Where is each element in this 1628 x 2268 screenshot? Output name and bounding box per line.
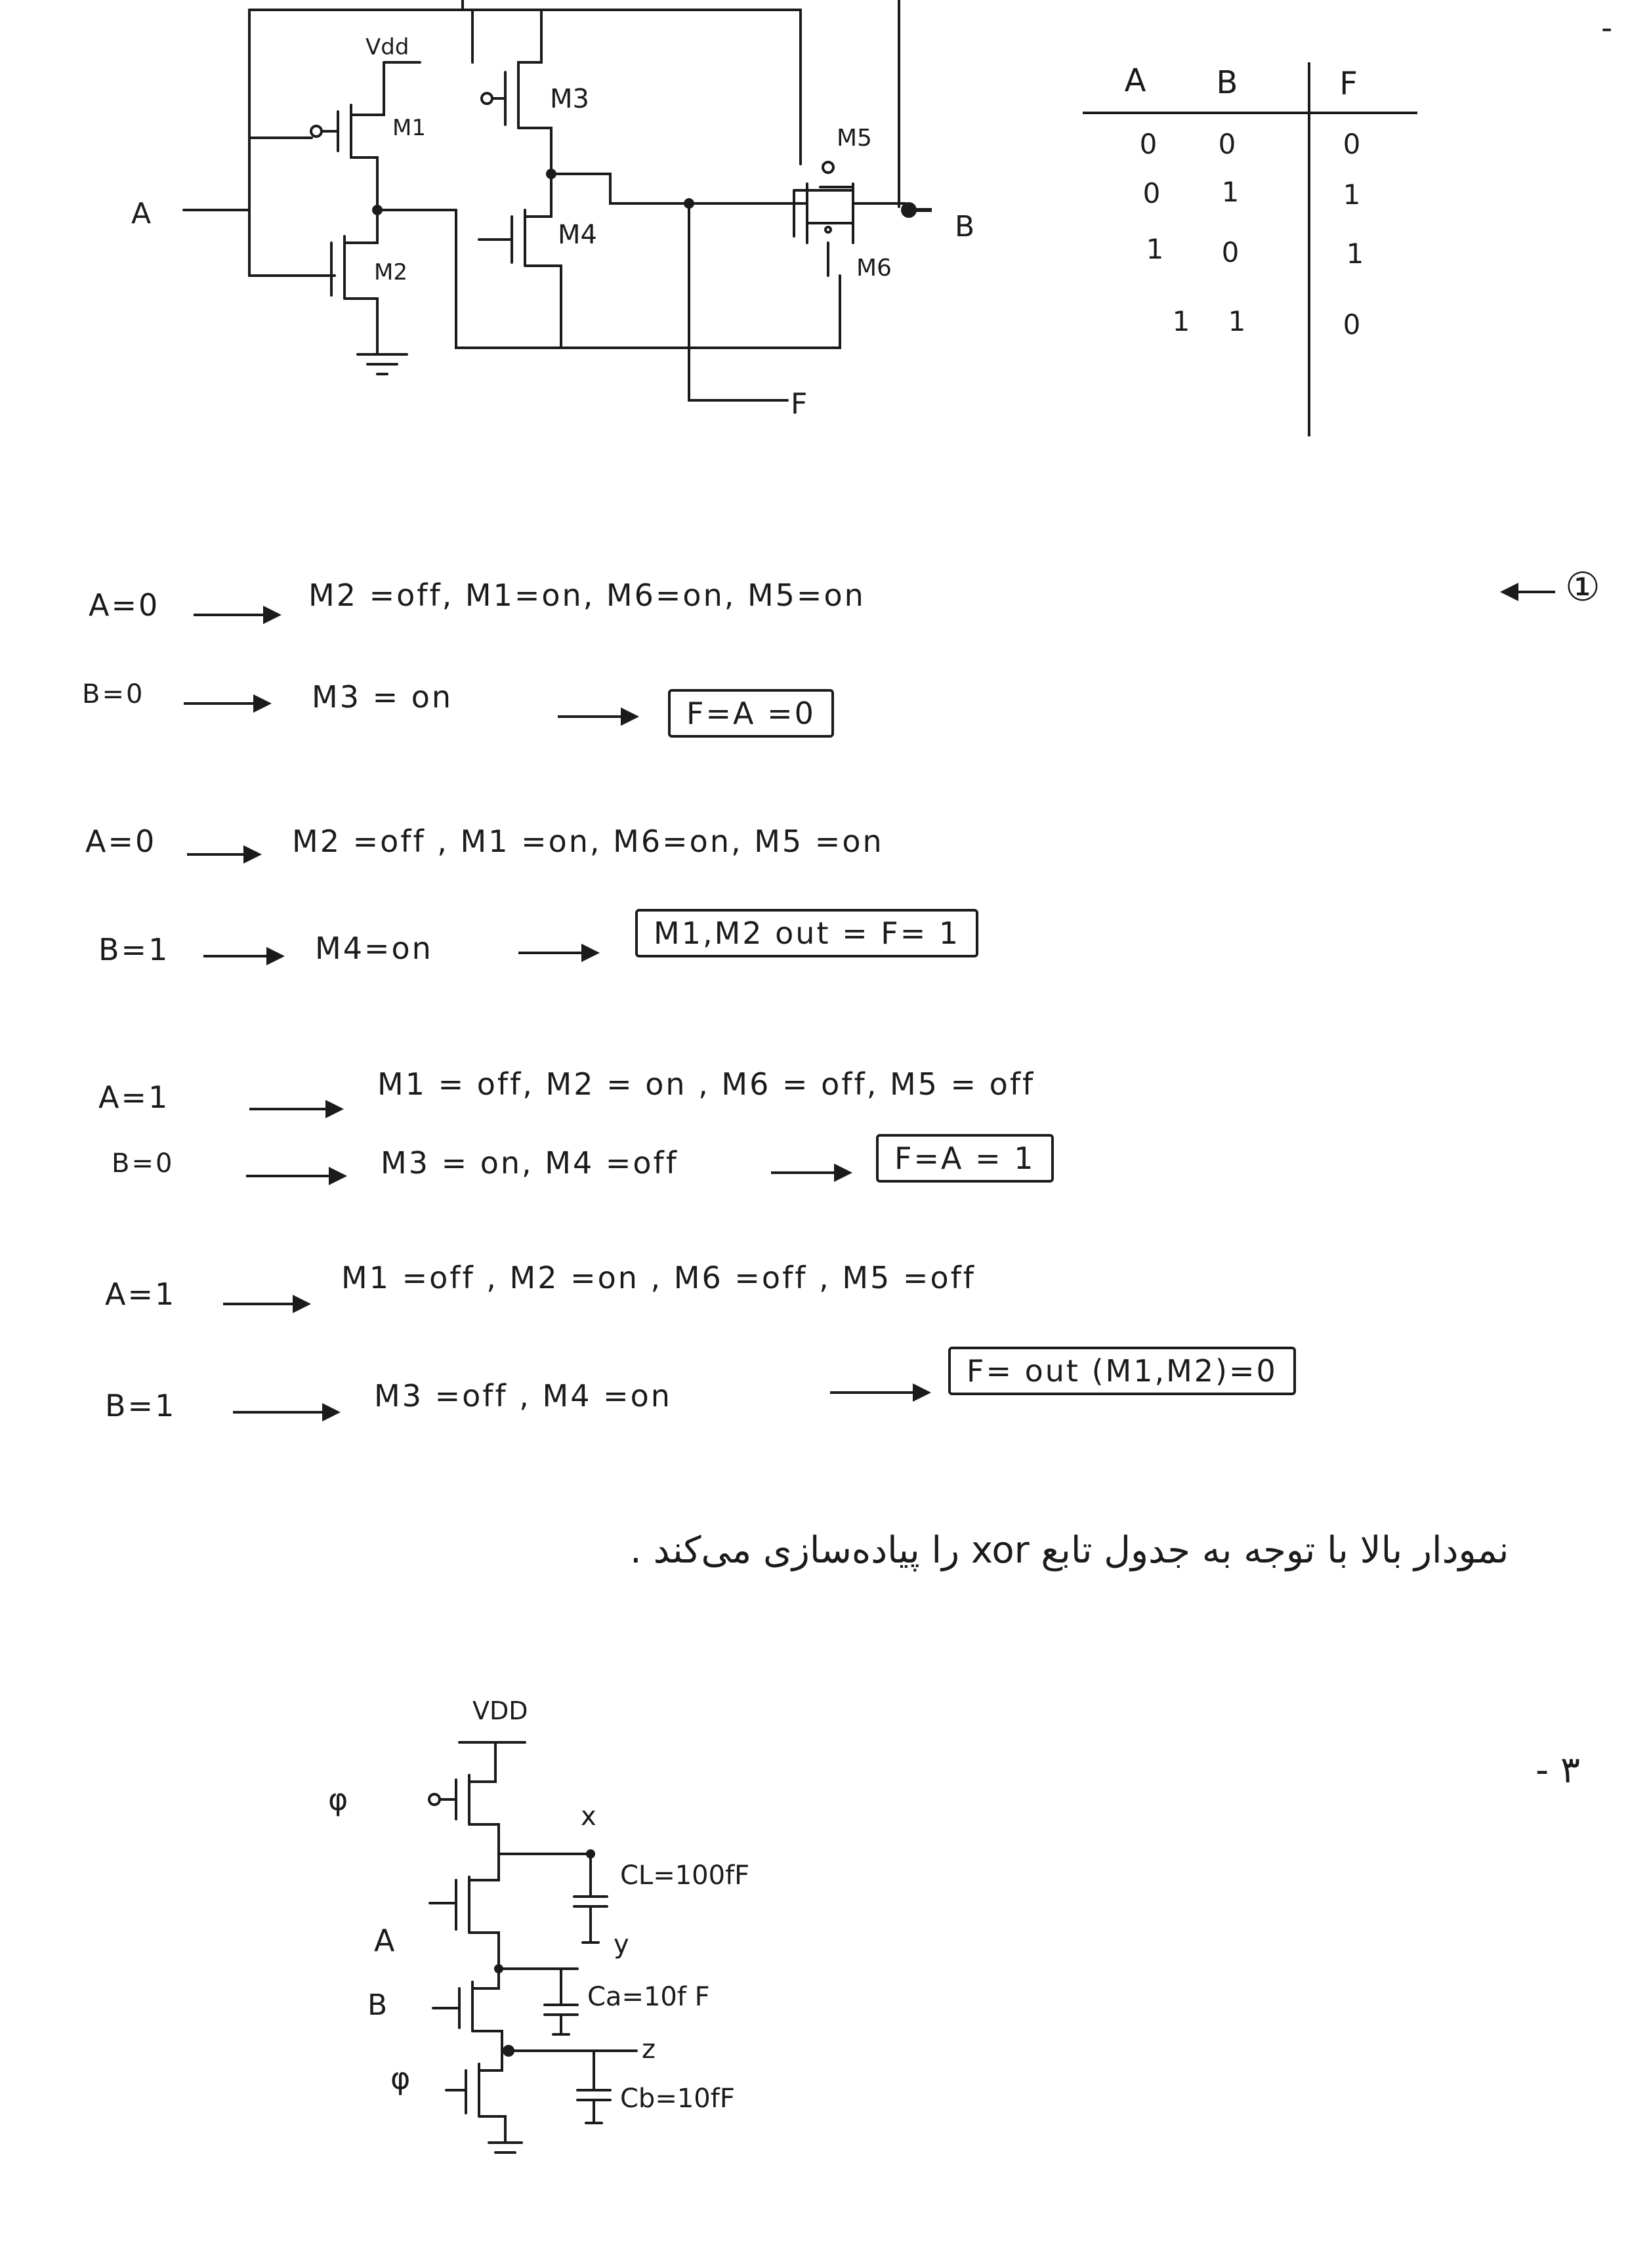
phi-top-label: φ	[328, 1782, 348, 1817]
m5-label: M5	[837, 125, 872, 152]
case2-a-line: A=0	[85, 824, 157, 859]
output-f-label: F	[791, 387, 808, 421]
case4-a-result: M1 =off , M2 =on , M6 =off , M5 =off	[341, 1260, 976, 1295]
case3-boxed-result: F=A = 1	[876, 1134, 1054, 1183]
m1-label: M1	[392, 115, 426, 141]
case1-b-result: M3 = on	[312, 679, 453, 715]
case3-a-line: A=1	[98, 1080, 170, 1115]
node-x-label: x	[581, 1801, 596, 1832]
m2-label: M2	[374, 259, 407, 285]
cb-label: Cb=10fF	[620, 2084, 735, 2114]
tt-cell: 0	[1139, 128, 1158, 160]
case3-b-result: M3 = on, M4 =off	[381, 1145, 678, 1181]
question-number-one: ①	[1565, 564, 1600, 610]
ca-label: Ca=10f F	[587, 1982, 710, 2012]
case1-a-line: A=0	[89, 587, 160, 623]
tt-header-f: F	[1339, 66, 1358, 102]
input-b-label: B	[955, 210, 975, 243]
case1-boxed-result: F=A =0	[668, 689, 834, 738]
case3-a-result: M1 = off, M2 = on , M6 = off, M5 = off	[377, 1066, 1035, 1102]
case4-boxed-result: F= out (M1,M2)=0	[948, 1347, 1296, 1395]
tt-cell: 1	[1343, 178, 1361, 211]
vdd-label: Vdd	[365, 34, 409, 60]
tt-cell: 0	[1221, 236, 1240, 268]
tt-header-b: B	[1216, 64, 1238, 101]
tt-cell: 1	[1228, 305, 1246, 337]
case1-a-result: M2 =off, M1=on, M6=on, M5=on	[308, 578, 866, 613]
case2-b-line: B=1	[98, 932, 170, 967]
case2-boxed-result: M1,M2 out = F= 1	[635, 909, 978, 957]
tt-cell: 0	[1218, 128, 1236, 160]
tt-header-a: A	[1124, 62, 1146, 99]
tt-cell: 0	[1343, 308, 1361, 341]
page-dash-mark: -	[1601, 10, 1613, 47]
case2-a-result: M2 =off , M1 =on, M6=on, M5 =on	[292, 824, 884, 859]
phi-bottom-label: φ	[390, 2061, 411, 2096]
tt-cell: 1	[1221, 176, 1240, 208]
case4-b-line: B=1	[105, 1388, 177, 1423]
tt-cell: 0	[1142, 177, 1161, 209]
case1-b-line: B=0	[82, 679, 145, 709]
question-number-three: - ۳	[1535, 1749, 1581, 1792]
case3-b-line: B=0	[112, 1148, 175, 1179]
tt-cell: 1	[1172, 305, 1190, 337]
m3-label: M3	[550, 84, 589, 114]
m6-label: M6	[856, 255, 892, 282]
m4-label: M4	[558, 220, 597, 250]
case2-b-result: M4=on	[315, 931, 433, 966]
cl-label: CL=100fF	[620, 1860, 750, 1891]
case4-b-result: M3 =off , M4 =on	[374, 1378, 672, 1414]
vdd2-label: VDD	[472, 1696, 528, 1725]
persian-note: نمودار بالا با توجه به جدول تابع xor را پیاده‌سازی می‌کند .	[630, 1529, 1509, 1572]
input-a2-label: A	[374, 1923, 395, 1958]
node-z-label: z	[642, 2034, 656, 2065]
tt-cell: 1	[1346, 238, 1364, 270]
tt-cell: 1	[1146, 233, 1164, 265]
input-b2-label: B	[367, 1988, 388, 2022]
case4-a-line: A=1	[105, 1276, 177, 1312]
tt-cell: 0	[1343, 128, 1361, 160]
input-a-label: A	[131, 197, 152, 230]
node-y-label: y	[614, 1929, 629, 1960]
